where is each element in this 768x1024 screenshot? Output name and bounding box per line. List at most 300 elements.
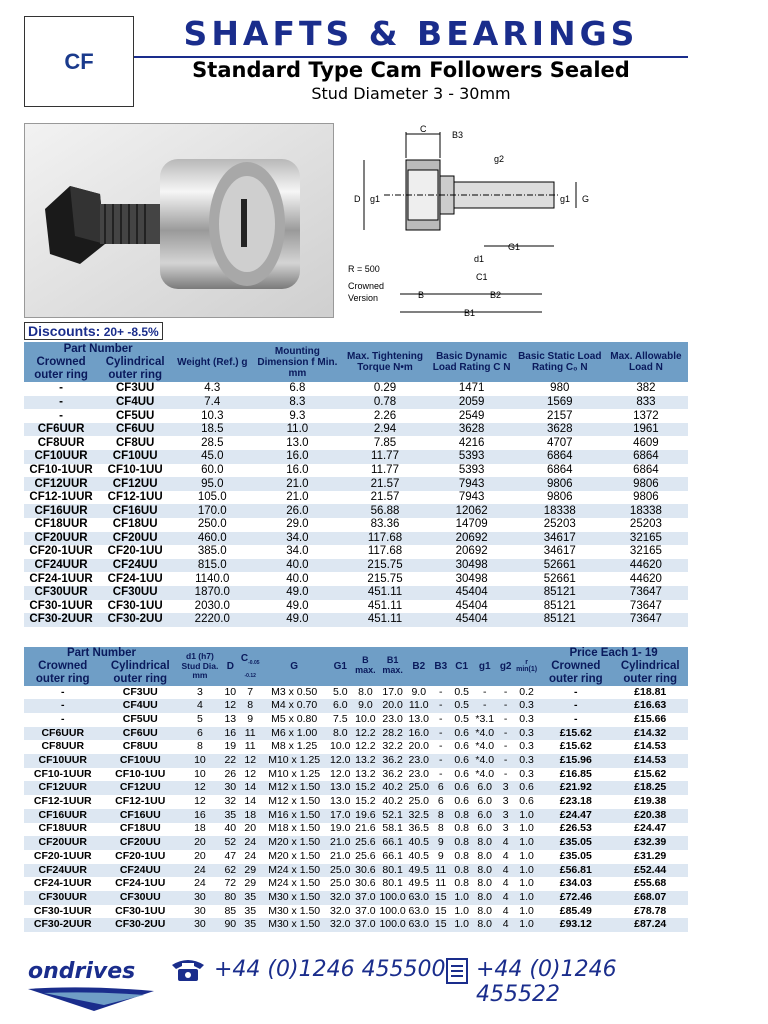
table-cell: 6864 [604, 464, 688, 478]
table-cell: 6.8 [252, 382, 342, 396]
table-cell: *4.0 [472, 727, 497, 741]
table-cell: 11 [430, 864, 451, 878]
table-cell: 460.0 [172, 532, 252, 546]
table-row [24, 864, 688, 878]
table-cell: - [430, 727, 451, 741]
table-cell: 37.0 [353, 891, 378, 905]
table-cell: CF30UU [98, 586, 172, 600]
table-cell: CF18UUR [24, 518, 98, 532]
table-cell: 21.0 [328, 850, 353, 864]
table-cell: 6 [430, 781, 451, 795]
table-cell: 40.2 [378, 795, 407, 809]
crowned-header-2: Crowned outer ring [24, 660, 102, 686]
table-cell: £15.96 [539, 754, 612, 768]
table-cell: 32.0 [328, 918, 353, 932]
table-cell: £18.81 [612, 686, 688, 700]
brand-title: SHAFTS & BEARINGS [183, 14, 639, 53]
table-row [24, 396, 688, 410]
cam-follower-photo [24, 123, 334, 318]
table-cell: 21.0 [252, 491, 342, 505]
table-cell: 35 [221, 809, 240, 823]
table-cell: 23.0 [408, 754, 429, 767]
table-cell: 73647 [604, 600, 688, 614]
table-cell: 16.0 [252, 464, 342, 478]
table-row [24, 905, 688, 919]
table-cell: CF4UU [98, 396, 172, 410]
table-cell: 9 [430, 850, 451, 864]
table-cell: 34617 [516, 545, 604, 559]
table-cell: £19.38 [612, 795, 688, 809]
table-cell: 14 [240, 781, 261, 795]
table-cell: 4216 [428, 436, 516, 450]
table-cell: 28.5 [172, 436, 252, 450]
table-cell: 17.0 [378, 686, 407, 700]
table-cell: - [24, 699, 102, 713]
table-cell: - [24, 686, 102, 700]
table-cell: 80.1 [378, 877, 407, 891]
table-cell: 0.8 [451, 850, 472, 864]
table-row [24, 754, 688, 768]
table-cell: 8.0 [472, 905, 497, 919]
table-cell: 0.6 [451, 781, 472, 795]
table-cell: 20692 [428, 532, 516, 546]
table-cell: 0.3 [514, 727, 539, 741]
table-cell: 83.36 [342, 518, 427, 532]
dim-label-g: G [582, 194, 590, 204]
table-cell: - [24, 409, 98, 423]
table-row [24, 559, 688, 573]
price-crowned-header: Crowned outer ring [539, 660, 612, 686]
table-cell: 3 [497, 781, 514, 795]
table-cell: 8.0 [328, 727, 353, 741]
table-cell: M16 x 1.50 [261, 809, 328, 823]
table-cell: CF12-1UU [102, 795, 180, 809]
table-cell: - [24, 713, 102, 727]
table-cell: 0.8 [451, 836, 472, 850]
table-cell: 12062 [428, 504, 516, 518]
table-cell: CF12UUR [24, 781, 102, 795]
table-cell: 17.0 [328, 809, 353, 823]
table-cell: 30.6 [353, 864, 378, 878]
B1-header: B1 max. [378, 647, 407, 686]
table-cell: 0.8 [451, 823, 472, 837]
table-row [24, 891, 688, 905]
table-cell: CF16UUR [24, 809, 102, 823]
table-cell: 2549 [428, 409, 516, 423]
table-cell: 36.2 [378, 768, 407, 782]
table-cell: 2030.0 [172, 600, 252, 614]
dim-label-g1-left: g1 [370, 194, 381, 204]
table-cell: CF30UU [102, 891, 180, 905]
table-row [24, 918, 688, 932]
table-cell: - [497, 727, 514, 741]
table-cell: 100.0 [379, 890, 406, 903]
table-cell: CF30-2UUR [24, 918, 102, 932]
table-cell: 32.0 [328, 905, 353, 919]
table-cell: CF10UUR [24, 450, 98, 464]
table-cell: CF12UUR [24, 477, 98, 491]
table-cell: 15 [430, 918, 451, 932]
table-cell: 1.0 [451, 918, 472, 932]
table-row [24, 823, 688, 837]
table-cell: - [497, 740, 514, 754]
table-cell: 52661 [516, 559, 604, 573]
table-cell: 0.8 [451, 864, 472, 878]
table-cell: 1.0 [451, 905, 472, 919]
company-logo: ondrives [28, 959, 136, 984]
table-cell: CF24UU [98, 559, 172, 573]
table-cell: 52 [221, 836, 240, 850]
table-cell: - [24, 396, 98, 410]
table-cell: *3.1 [472, 713, 497, 727]
table-row [24, 768, 688, 782]
table-cell: 23.0 [408, 767, 429, 780]
table-cell: 56.88 [342, 504, 427, 518]
table-cell: 0.3 [514, 699, 539, 713]
table-cell: 49.5 [408, 877, 429, 890]
table-cell: 28.2 [378, 727, 407, 741]
table-cell: 21.0 [328, 836, 353, 850]
table-cell: 5.0 [328, 686, 353, 700]
table-cell: 32 [221, 795, 240, 809]
table-cell: 12.0 [328, 754, 353, 768]
dimensions-price-table-body [24, 686, 688, 932]
table-cell: 8.3 [252, 396, 342, 410]
table-cell: 34617 [516, 532, 604, 546]
table-cell: £87.24 [612, 918, 688, 932]
table-cell: 34.0 [252, 545, 342, 559]
table-cell: 40.0 [252, 559, 342, 573]
table-cell: 0.8 [451, 877, 472, 891]
table-cell: 66.1 [378, 836, 407, 850]
crowned-version-label: Crowned [348, 281, 385, 291]
table-cell: 35 [240, 891, 261, 905]
table-cell: 24 [240, 850, 261, 864]
table-cell: 6.0 [472, 823, 497, 837]
table-cell: 451.11 [342, 613, 427, 627]
table-cell: 25.6 [353, 850, 378, 864]
table-cell: M5 x 0.80 [261, 713, 328, 727]
table-cell: 12 [221, 699, 240, 713]
table-cell: 2157 [516, 409, 604, 423]
table-cell: 44620 [604, 572, 688, 586]
table-cell: M10 x 1.25 [261, 754, 328, 768]
table-row [24, 491, 688, 505]
table-cell: £15.62 [539, 727, 612, 741]
table-cell: 11 [240, 740, 261, 754]
table-cell: CF12UU [98, 477, 172, 491]
table-row [24, 436, 688, 450]
table-cell: 73647 [604, 613, 688, 627]
table-cell: 12.2 [353, 740, 378, 754]
table-cell: 23.0 [378, 713, 407, 727]
phone-number[interactable]: +44 (0)1246 455500 [214, 957, 446, 982]
table-cell: 30 [221, 781, 240, 795]
table-cell: 21.6 [353, 823, 378, 837]
table-cell: CF18UUR [24, 823, 102, 837]
table-cell: 80.1 [378, 864, 407, 878]
table-row [24, 545, 688, 559]
table-cell: 40.2 [378, 781, 407, 795]
table-cell: CF16UU [102, 809, 180, 823]
g2-header: g2 [497, 647, 514, 686]
C-header [240, 647, 261, 686]
table-cell: 45404 [428, 586, 516, 600]
table-cell: 26 [221, 768, 240, 782]
table-cell: 1.0 [451, 891, 472, 905]
table-cell: 215.75 [342, 559, 427, 573]
table-cell: 2.94 [342, 423, 427, 437]
table-cell: CF20UU [102, 836, 180, 850]
table-cell: 8.0 [353, 686, 378, 700]
B3-header: B3 [430, 647, 451, 686]
table-cell: - [539, 713, 612, 727]
table-cell: CF18UU [98, 518, 172, 532]
table-cell: 10.3 [172, 409, 252, 423]
table-cell: 32.2 [378, 740, 407, 754]
table-cell: 0.5 [451, 686, 472, 700]
table-cell: 1.0 [514, 891, 539, 905]
table-cell: 49.0 [252, 600, 342, 614]
table-cell: 13.0 [328, 781, 353, 795]
table-row [24, 423, 688, 437]
table-cell: 30498 [428, 559, 516, 573]
table-cell: £78.78 [612, 905, 688, 919]
table-cell: 7.85 [342, 436, 427, 450]
table-cell: 12 [179, 781, 221, 795]
table-row [24, 382, 688, 396]
page-title: Standard Type Cam Followers Sealed [192, 58, 630, 82]
table-cell: M24 x 1.50 [261, 877, 328, 891]
table-cell: CF30-1UUR [24, 600, 98, 614]
dim-label-b: B [418, 290, 425, 300]
table-cell: CF12-1UU [98, 491, 172, 505]
table-cell: 5393 [428, 450, 516, 464]
table-row [24, 532, 688, 546]
table-cell: 37.0 [353, 918, 378, 932]
table-cell: 18338 [516, 504, 604, 518]
table-cell: 9806 [604, 491, 688, 505]
fax-number[interactable]: +44 (0)1246 455522 [476, 957, 617, 1007]
table-cell: 1870.0 [172, 586, 252, 600]
table-cell: CF16UUR [24, 504, 98, 518]
table-cell: 10 [221, 686, 240, 700]
table-cell: 40.5 [408, 836, 429, 849]
table-cell: 117.68 [342, 545, 427, 559]
torque-header: Max. Tightening Torque N•m [342, 342, 427, 382]
table-cell: 1.0 [514, 836, 539, 850]
table-cell: 49.5 [408, 863, 429, 876]
table-cell: 0.6 [514, 795, 539, 809]
table-cell: 0.5 [451, 699, 472, 713]
table-cell: 7943 [428, 491, 516, 505]
table-row [24, 450, 688, 464]
table-cell: CF12-1UUR [24, 795, 102, 809]
table-cell: - [539, 699, 612, 713]
table-cell: CF18UU [102, 823, 180, 837]
table-cell: 6864 [516, 464, 604, 478]
table-cell: 8.0 [472, 836, 497, 850]
table-cell: 0.6 [451, 795, 472, 809]
table-cell: 11.0 [408, 699, 429, 712]
table-cell: 49.0 [252, 586, 342, 600]
table-cell: - [497, 699, 514, 713]
table-row [24, 464, 688, 478]
table-cell: 833 [604, 396, 688, 410]
table-cell: 0.6 [451, 754, 472, 768]
table-cell: 32165 [604, 545, 688, 559]
table-cell: 63.0 [408, 918, 429, 931]
table-cell: 250.0 [172, 518, 252, 532]
table-cell: CF8UUR [24, 436, 98, 450]
table-cell: 6.0 [328, 699, 353, 713]
table-cell: - [430, 699, 451, 713]
discounts-note [24, 322, 163, 340]
table-cell: 45.0 [172, 450, 252, 464]
D-header: D [221, 647, 240, 686]
table-cell: M30 x 1.50 [261, 918, 328, 932]
table-cell: 10.0 [328, 740, 353, 754]
table-cell: 36.2 [378, 754, 407, 768]
table-row [24, 877, 688, 891]
table-cell: M20 x 1.50 [261, 836, 328, 850]
cylindrical-header-2: Cylindrical outer ring [102, 660, 180, 686]
table-row [24, 740, 688, 754]
dim-label-g1-right: g1 [560, 194, 571, 204]
table-cell: £34.03 [539, 877, 612, 891]
table-cell: 10 [179, 754, 221, 768]
table-cell: 7.4 [172, 396, 252, 410]
table-cell: M10 x 1.25 [261, 768, 328, 782]
table-cell: 170.0 [172, 504, 252, 518]
table-cell: - [497, 713, 514, 727]
table-cell: 16.0 [252, 450, 342, 464]
table-cell: 7 [240, 686, 261, 700]
table-cell: 8.0 [472, 877, 497, 891]
table-cell: CF30-1UU [102, 905, 180, 919]
table-row [24, 600, 688, 614]
table-cell: 980 [516, 382, 604, 396]
table-cell: CF3UU [98, 382, 172, 396]
dim-label-d: D [354, 194, 361, 204]
table-cell: 29 [240, 877, 261, 891]
table-cell: £24.47 [539, 809, 612, 823]
table-cell: 7.5 [328, 713, 353, 727]
table-cell: £15.66 [612, 713, 688, 727]
table-cell: 9806 [604, 477, 688, 491]
table-cell: 9.3 [252, 409, 342, 423]
table-cell: CF30-1UU [98, 600, 172, 614]
table-cell: 16 [179, 809, 221, 823]
table-cell: 8.0 [472, 864, 497, 878]
table-cell: 1.0 [514, 918, 539, 932]
table-cell: CF12UU [102, 781, 180, 795]
table-cell: 13.2 [353, 768, 378, 782]
table-cell: £56.81 [539, 864, 612, 878]
table-cell: CF30UUR [24, 891, 102, 905]
table-cell: CF30-2UU [102, 918, 180, 932]
r-header: r min(1) [514, 647, 539, 686]
table-cell: CF10-1UUR [24, 768, 102, 782]
G1-header: G1 [328, 647, 353, 686]
table-cell: CF24-1UU [98, 572, 172, 586]
table-cell: 0.3 [514, 768, 539, 782]
table-cell: 2220.0 [172, 613, 252, 627]
table-cell: 0.6 [451, 768, 472, 782]
table-cell: £15.62 [612, 768, 688, 782]
table-cell: 20 [179, 836, 221, 850]
table-cell: 45404 [428, 600, 516, 614]
table-cell: - [430, 768, 451, 782]
table-cell: 21.0 [252, 477, 342, 491]
table-cell: CF10-1UU [102, 768, 180, 782]
table-cell: 24 [179, 877, 221, 891]
table-cell: 815.0 [172, 559, 252, 573]
table-cell: 15 [430, 891, 451, 905]
table-cell: 11 [430, 877, 451, 891]
table-cell: CF12-1UUR [24, 491, 98, 505]
crowned-header: Crowned outer ring [24, 356, 98, 382]
table-cell: 22 [221, 754, 240, 768]
table-cell: £35.05 [539, 850, 612, 864]
table-cell: CF20-1UUR [24, 545, 98, 559]
table-cell: 1961 [604, 423, 688, 437]
table-cell: 0.3 [514, 754, 539, 768]
table-row [24, 713, 688, 727]
table-cell: 385.0 [172, 545, 252, 559]
table-cell: 4 [497, 877, 514, 891]
G-header: G [261, 647, 328, 686]
table-cell: CF10UUR [24, 754, 102, 768]
table-cell: 45404 [428, 613, 516, 627]
B-header: B max. [353, 647, 378, 686]
table-cell: 3628 [428, 423, 516, 437]
table-cell: 16.0 [408, 726, 429, 739]
table-cell: CF16UU [98, 504, 172, 518]
table-cell: - [497, 768, 514, 782]
table-cell: CF5UU [98, 409, 172, 423]
table-cell: 35 [240, 905, 261, 919]
dim-label-g2: g2 [494, 154, 505, 164]
table-cell: 3 [497, 795, 514, 809]
table-cell: 8 [179, 740, 221, 754]
price-cylindrical-header: Cylindrical outer ring [612, 660, 688, 686]
table-cell: 12 [240, 754, 261, 768]
table-cell: CF6UU [98, 423, 172, 437]
table-cell: 0.6 [451, 727, 472, 741]
dim-label-radius: R = 500 [348, 264, 380, 274]
table-cell: 5 [179, 713, 221, 727]
table-cell: 25203 [516, 518, 604, 532]
table-cell: CF10-1UU [98, 464, 172, 478]
table-cell: £52.44 [612, 864, 688, 878]
table-cell: 13 [221, 713, 240, 727]
table-cell: 1372 [604, 409, 688, 423]
table-cell: 13.0 [328, 795, 353, 809]
table-cell: 100.0 [379, 918, 406, 931]
table-cell: 1.0 [514, 864, 539, 878]
table-cell: 72 [221, 877, 240, 891]
mounting-header: Mounting Dimension f Min. mm [252, 342, 342, 382]
dim-label-c1: C1 [476, 272, 488, 282]
table-cell: 15.2 [353, 795, 378, 809]
table-cell: CF8UU [102, 740, 180, 754]
table-cell: 9 [240, 713, 261, 727]
table-cell: 451.11 [342, 586, 427, 600]
table-cell: CF10UU [98, 450, 172, 464]
table-row [24, 504, 688, 518]
table-cell: 13.0 [252, 436, 342, 450]
